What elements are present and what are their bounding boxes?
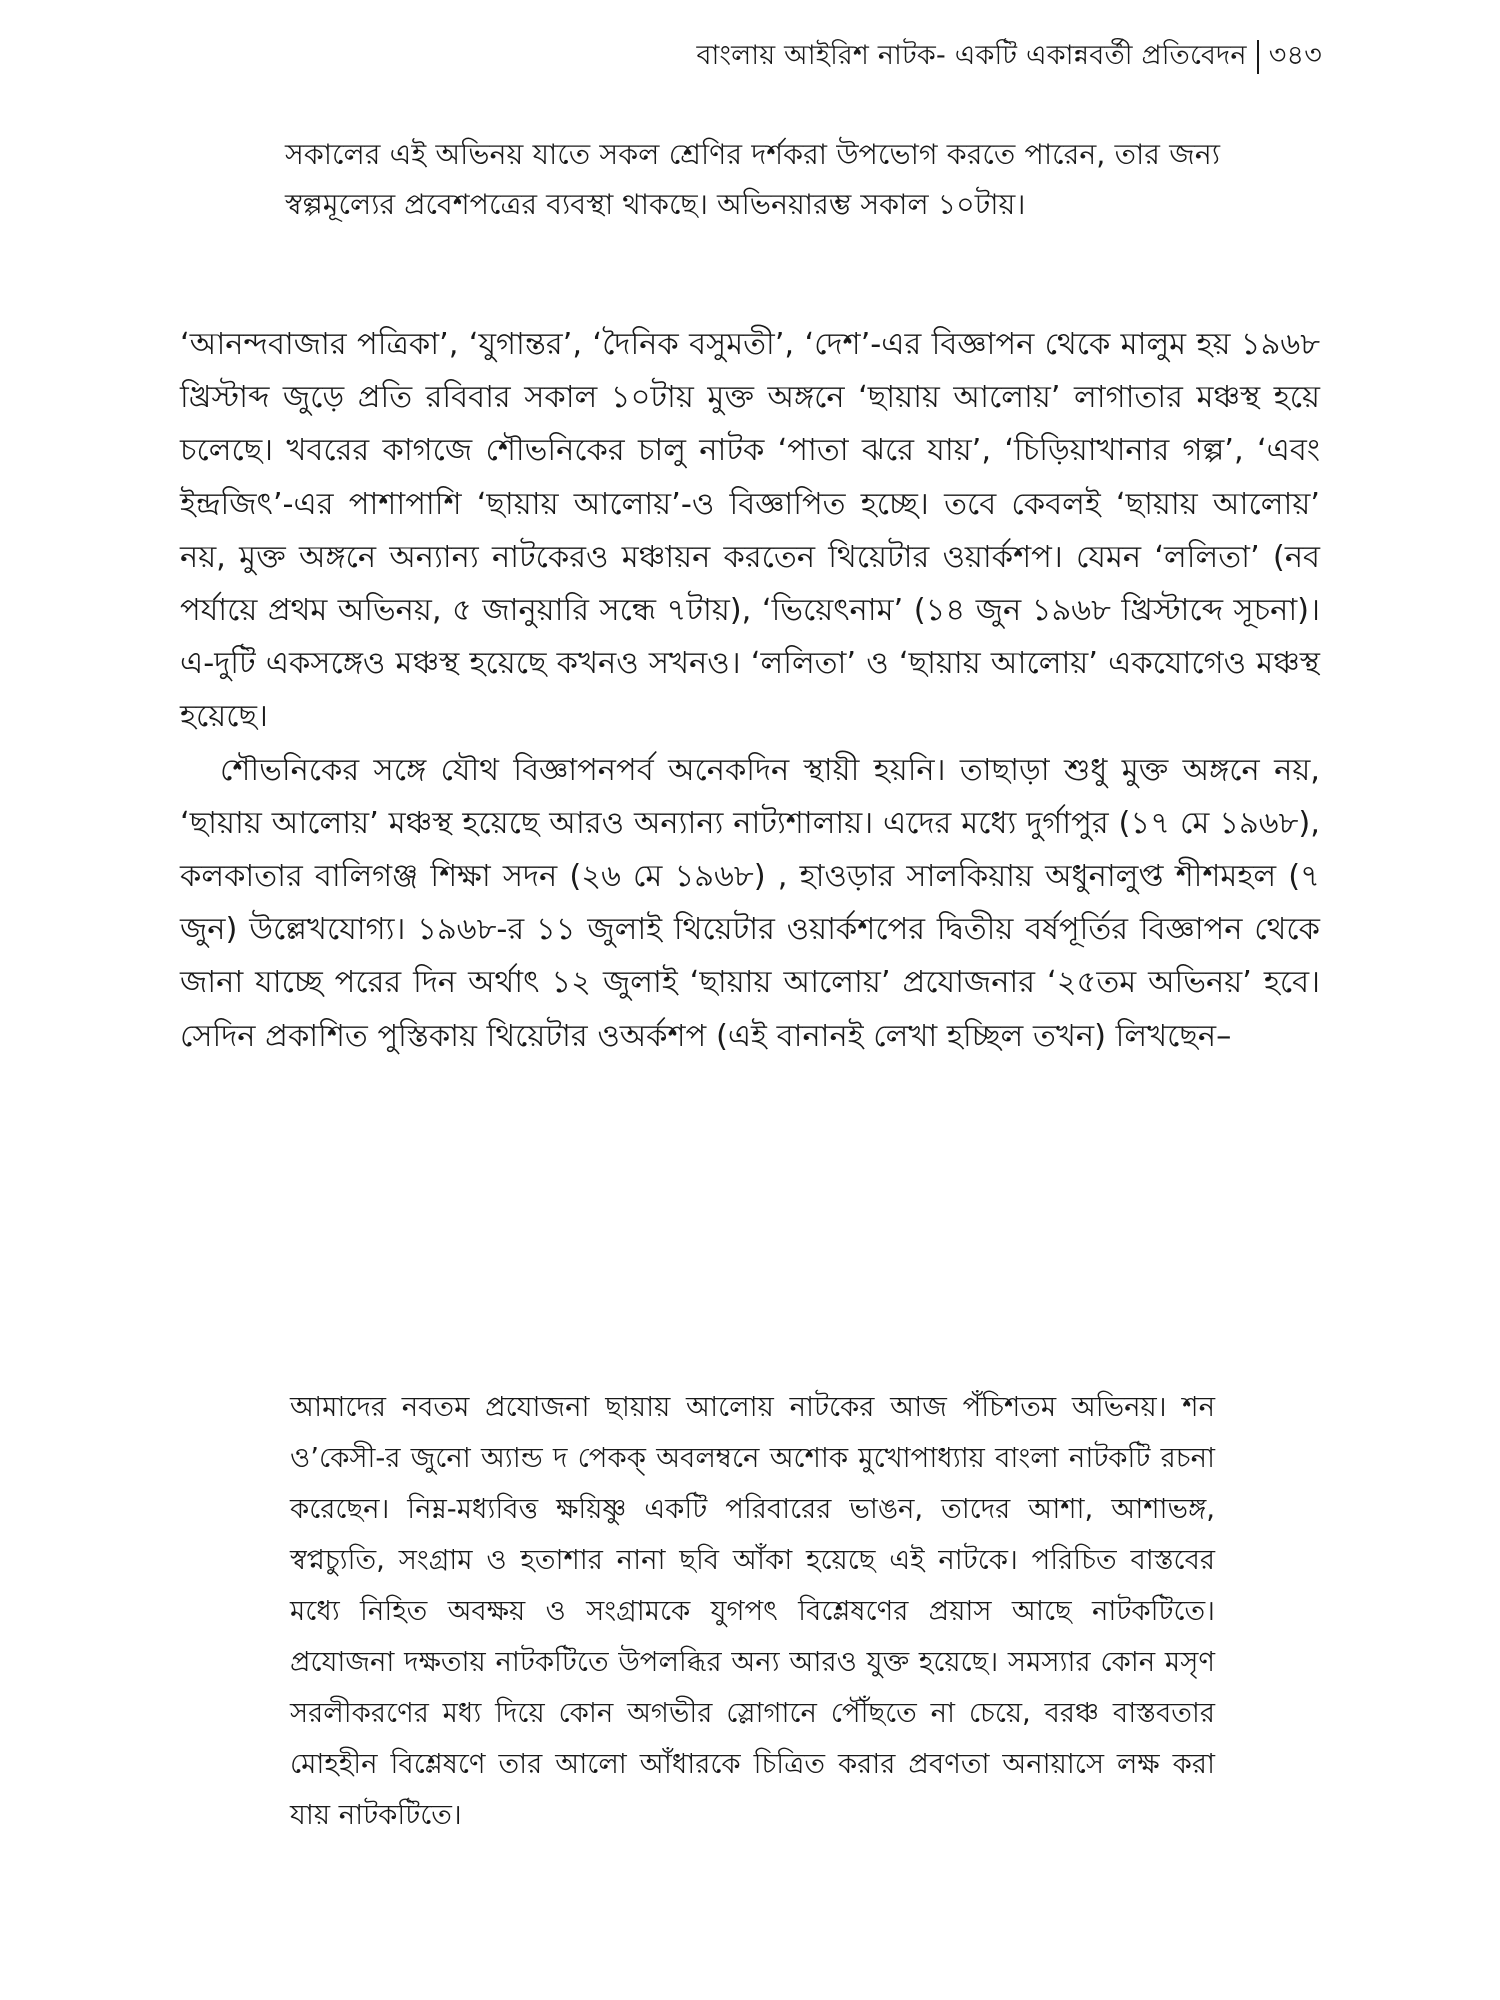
body-text [180,318,1320,1063]
running-header [696,36,1322,76]
running-title: বাংলায় আইরিশ নাটক- একটি একান্নবর্তী প্রতিবেদন [696,40,1247,71]
block-quote-booklet: আমাদের নবতম প্রযোজনা ছায়ায় আলোয় নাটকের আজ পঁচিশতম অভিনয়। শন ও’কেসী-র জুনো অ্যান্ড দ পেকক্ অবলম্বনে অশোক মুখোপাধ্যায় বাংলা নাটকটি রচনা করেছেন। নিম্ন-মধ্যবিত্ত ক্ষয়িষ্ণু একটি পরিবারের ভাঙন, তাদের আশা, আশাভঙ্গ, স্বপ্নচ্যুতি, সংগ্রাম ও হতাশার নানা ছবি আঁকা হয়েছে এই নাটকে। পরিচিত বাস্তবের মধ্যে নিহিত অবক্ষয় ও সংগ্রামকে যুগপৎ বিশ্লেষণের প্রয়াস আছে নাটকটিতে। প্রযোজনা দক্ষতায় নাটকটিতে উপলব্ধির অন্য আরও যুক্ত হয়েছে। সমস্যার কোন মসৃণ সরলীকরণের মধ্য দিয়ে কোন অগভীর স্লোগানে পৌঁছতে না চেয়ে, বরঞ্চ বাস্তবতার মোহহীন বিশ্লেষণে তার আলো আঁধারকে চিত্রিত করার প্রবণতা অনায়াসে লক্ষ করা যায় নাটকটিতে। [290,1391,1215,1831]
header-separator [1257,40,1259,74]
paragraph-advertisements: ‘আনন্দবাজার পত্রিকা’, ‘যুগান্তর’, ‘দৈনিক বসুমতী’, ‘দেশ’-এর বিজ্ঞাপন থেকে মালুম হয় ১৯৬৮ খ্রিস্টাব্দ জুড়ে প্রতি রবিবার সকাল ১০টায় মুক্ত অঙ্গনে ‘ছায়ায় আলোয়’ লাগাতার মঞ্চস্থ হয়ে চলেছে। খবরের কাগজে শৌভনিকের চালু নাটক ‘পাতা ঝরে যায়’, ‘চিড়িয়াখানার গল্প’, ‘এবং ইন্দ্রজিৎ’-এর পাশাপাশি ‘ছায়ায় আলোয়’-ও বিজ্ঞাপিত হচ্ছে। তবে কেবলই ‘ছায়ায় আলোয়’ নয়, মুক্ত অঙ্গনে অন্যান্য নাটকেরও মঞ্চায়ন করতেন থিয়েটার ওয়ার্কশপ। যেমন ‘ললিতা’ (নব পর্যায়ে প্রথম অভিনয়, ৫ জানুয়ারি সন্ধে ৭টায়), ‘ভিয়েৎনাম’ (১৪ জুন ১৯৬৮ খ্রিস্টাব্দে সূচনা)। এ-দুটি একসঙ্গেও মঞ্চস্থ হয়েছে কখনও সখনও। ‘ললিতা’ ও ‘ছায়ায় আলোয়’ একযোগেও মঞ্চস্থ হয়েছে। [180,327,1320,735]
block-quote-advertisement: সকালের এই অভিনয় যাতে সকল শ্রেণির দর্শকরা উপভোগ করতে পারেন, তার জন্য স্বল্পমূল্যের প্রবেশপত্রের ব্যবস্থা থাকছে। অভিনয়ারম্ভ সকাল ১০টায়। [285,138,1220,221]
page-number: ৩৪৩ [1268,40,1322,71]
paragraph-performances: শৌভনিকের সঙ্গে যৌথ বিজ্ঞাপনপর্ব অনেকদিন স্থায়ী হয়নি। তাছাড়া শুধু মুক্ত অঙ্গনে নয়, ‘ছায়ায় আলোয়’ মঞ্চস্থ হয়েছে আরও অন্যান্য নাট্যশালায়। এদের মধ্যে দুর্গাপুর (১৭ মে ১৯৬৮), কলকাতার বালিগঞ্জ শিক্ষা সদন (২৬ মে ১৯৬৮) , হাওড়ার সালকিয়ায় অধুনালুপ্ত শীশমহল (৭ জুন) উল্লেখযোগ্য। ১৯৬৮-র ১১ জুলাই থিয়েটার ওয়ার্কশপের দ্বিতীয় বর্ষপূর্তির বিজ্ঞাপন থেকে জানা যাচ্ছে পরের দিন অর্থাৎ ১২ জুলাই ‘ছায়ায় আলোয়’ প্রযোজনার ‘২৫তম অভিনয়’ হবে। সেদিন প্রকাশিত পুস্তিকায় থিয়েটার ওঅর্কশপ (এই বানানই লেখা হচ্ছিল তখন) লিখছেন– [180,752,1320,1054]
